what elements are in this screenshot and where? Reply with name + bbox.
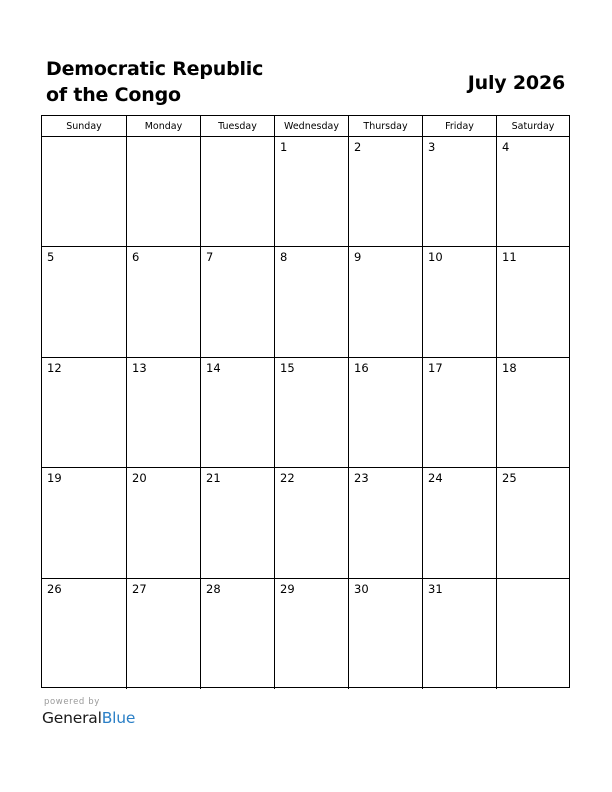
footer-branding	[42, 697, 135, 728]
day-number: 1	[280, 140, 288, 154]
day-number: 20	[132, 471, 147, 486]
day-number: 30	[354, 581, 369, 596]
day-number: 9	[354, 250, 362, 265]
day-cell	[349, 579, 423, 689]
generalblue-logo[interactable]	[42, 708, 135, 728]
day-number: 8	[280, 250, 288, 265]
day-cell	[423, 579, 497, 689]
day-number: 25	[502, 471, 517, 486]
day-number: 14	[206, 360, 221, 375]
day-cell	[42, 579, 127, 689]
day-number: 6	[132, 250, 140, 265]
weekday-header-saturday: Saturday	[497, 116, 569, 137]
day-number: 17	[428, 360, 443, 375]
day-number: 7	[206, 250, 214, 265]
day-number: 28	[206, 581, 221, 596]
calendar-grid	[41, 115, 570, 688]
day-number: 12	[47, 360, 62, 375]
day-cell	[201, 247, 275, 357]
day-cell	[42, 358, 127, 468]
logo-text-blue: Blue	[101, 709, 136, 727]
day-cell	[349, 247, 423, 357]
day-cell	[42, 247, 127, 357]
weekday-header-friday: Friday	[423, 116, 497, 137]
calendar-month-title: July 2026	[467, 72, 565, 94]
day-cell	[423, 137, 497, 247]
day-cell	[497, 358, 569, 468]
day-number: 27	[132, 581, 147, 596]
day-number: 21	[206, 471, 221, 486]
day-cell	[349, 137, 423, 247]
day-number: 15	[280, 360, 295, 375]
weekday-header-sunday: Sunday	[42, 116, 127, 137]
day-cell	[42, 468, 127, 578]
day-number: 26	[47, 581, 62, 596]
day-cell	[201, 579, 275, 689]
day-number: 11	[502, 250, 517, 265]
day-cell	[127, 468, 201, 578]
country-title-line-2: of the Congo	[46, 84, 181, 106]
day-number: 5	[47, 250, 55, 265]
day-cell	[349, 468, 423, 578]
day-cell	[423, 468, 497, 578]
day-cell	[497, 247, 569, 357]
day-cell	[275, 579, 349, 689]
day-number: 2	[354, 140, 362, 154]
day-cell	[201, 358, 275, 468]
day-cell	[423, 358, 497, 468]
day-number: 4	[502, 140, 510, 154]
day-number: 16	[354, 360, 369, 375]
day-number: 18	[502, 360, 517, 375]
calendar-country-title	[46, 56, 306, 108]
day-cell	[127, 358, 201, 468]
day-number: 29	[280, 581, 295, 596]
day-cell	[201, 468, 275, 578]
day-number: 3	[428, 140, 436, 154]
weekday-header-thursday: Thursday	[349, 116, 423, 137]
day-cell	[275, 468, 349, 578]
day-cell	[423, 247, 497, 357]
day-cell	[127, 137, 201, 247]
weekday-header-wednesday: Wednesday	[275, 116, 349, 137]
country-title-line-1: Democratic Republic	[46, 58, 264, 80]
day-number: 24	[428, 471, 443, 486]
day-number: 23	[354, 471, 369, 486]
day-cell	[201, 137, 275, 247]
powered-by-label: powered by	[44, 697, 100, 707]
day-cell	[42, 137, 127, 247]
day-cell	[275, 247, 349, 357]
weekday-header-tuesday: Tuesday	[201, 116, 275, 137]
day-number: 22	[280, 471, 295, 486]
day-number: 31	[428, 581, 443, 596]
day-cell	[497, 468, 569, 578]
day-number: 19	[47, 471, 62, 486]
logo-text-general: General	[42, 709, 102, 727]
day-cell	[275, 137, 349, 247]
day-number: 13	[132, 360, 147, 375]
day-cell	[497, 579, 569, 689]
day-cell	[127, 247, 201, 357]
day-cell	[349, 358, 423, 468]
day-cell	[127, 579, 201, 689]
day-cell	[497, 137, 569, 247]
day-cell	[275, 358, 349, 468]
weekday-header-monday: Monday	[127, 116, 201, 137]
day-number: 10	[428, 250, 443, 265]
